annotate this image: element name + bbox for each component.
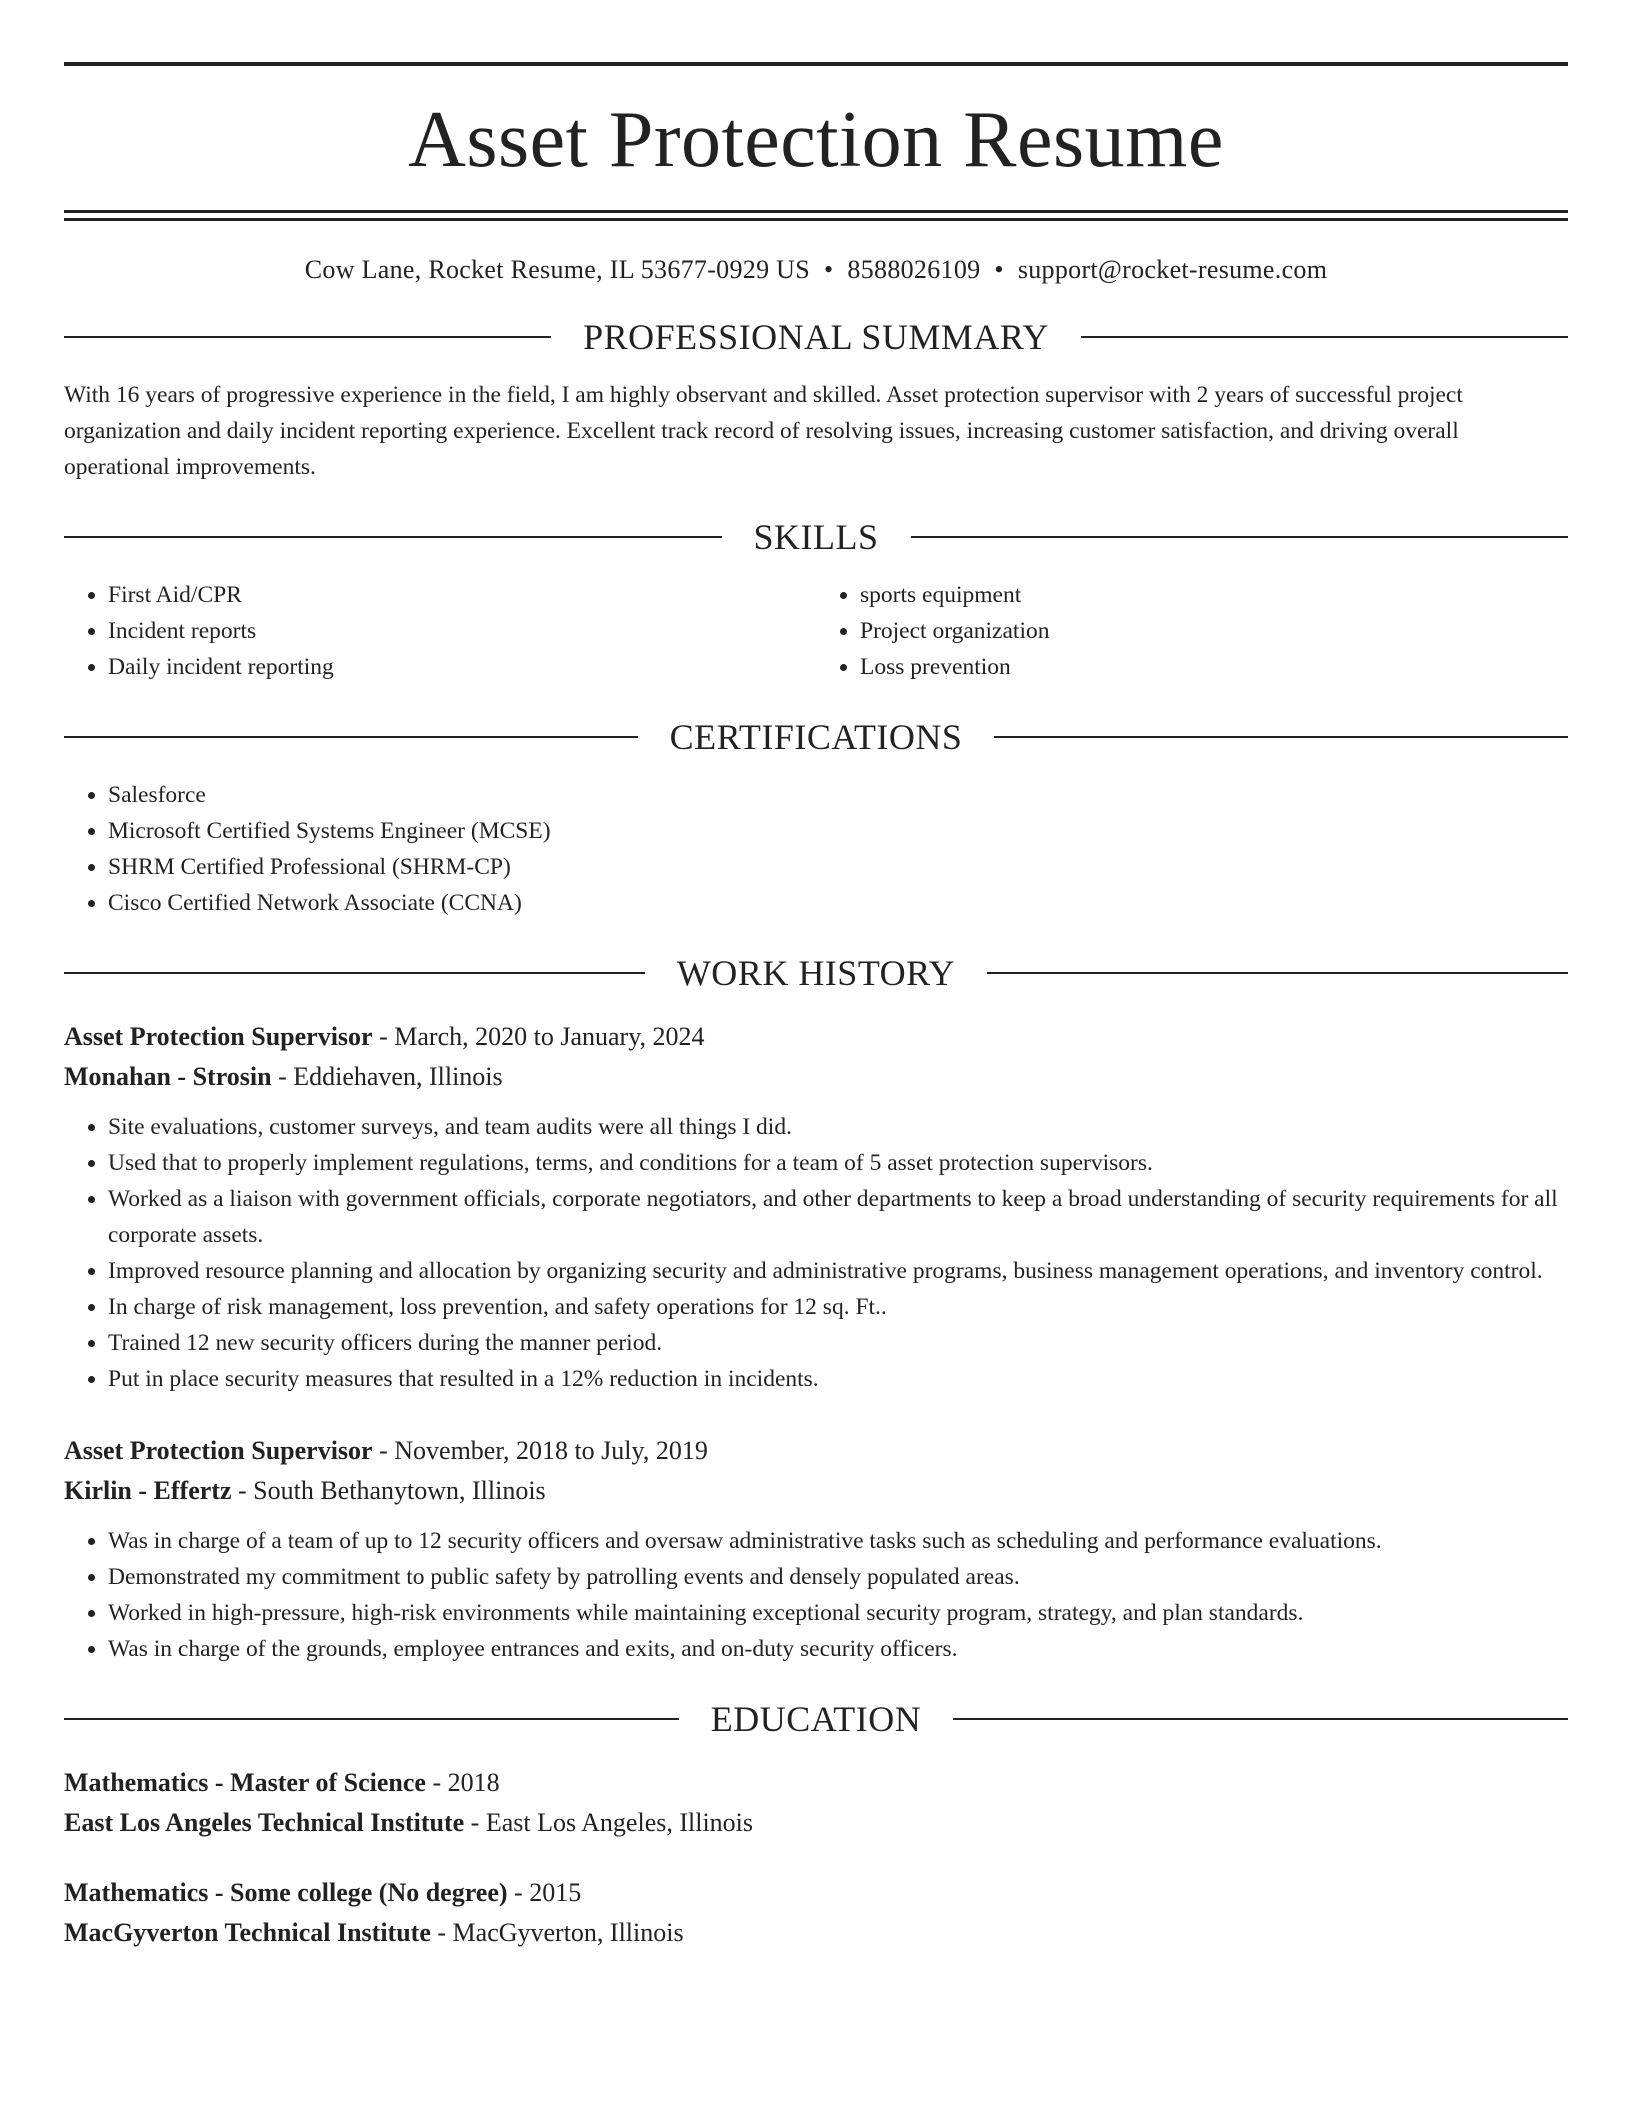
education-entry	[64, 1763, 1568, 1843]
section-title-summary: PROFESSIONAL SUMMARY	[583, 317, 1049, 357]
contact-phone: 8588026109	[847, 255, 981, 284]
certification-item: • Microsoft Certified Systems Engineer (MCSE)	[108, 813, 1568, 849]
skill-item: • Incident reports	[108, 613, 816, 649]
job-bullet: • Site evaluations, customer surveys, and team audits were all things I did.	[108, 1109, 1568, 1145]
certification-item: • SHRM Certified Professional (SHRM-CP)	[108, 849, 1568, 885]
job-bullets	[64, 1523, 1568, 1667]
job-company: Monahan - Strosin	[64, 1062, 272, 1091]
job-bullet: • Demonstrated my commitment to public safety by patrolling events and densely populated areas.	[108, 1559, 1568, 1595]
skills-list-right	[816, 577, 1568, 685]
job-title: Asset Protection Supervisor	[64, 1436, 373, 1465]
job-bullet: • Used that to properly implement regulations, terms, and conditions for a team of 5 asset protection supervisors.	[108, 1145, 1568, 1181]
education-year: - 2015	[507, 1878, 582, 1907]
education-degree-line	[64, 1873, 1568, 1913]
skill-item: • sports equipment	[860, 577, 1568, 613]
skill-item: • First Aid/CPR	[108, 577, 816, 613]
divider-line	[953, 1718, 1568, 1720]
job-bullet: • Trained 12 new security officers during the manner period.	[108, 1325, 1568, 1361]
section-header-education	[64, 1701, 1568, 1737]
divider-line	[64, 972, 645, 974]
education-school: East Los Angeles Technical Institute	[64, 1808, 465, 1837]
section-title-education: EDUCATION	[710, 1699, 922, 1739]
job-company-line	[64, 1057, 1568, 1097]
title-double-rule	[64, 210, 1568, 221]
education-location: - East Los Angeles, Illinois	[464, 1808, 754, 1837]
education-degree-line	[64, 1763, 1568, 1803]
job-bullet: • Put in place security measures that resulted in a 12% reduction in incidents.	[108, 1361, 1568, 1397]
section-header-skills	[64, 519, 1568, 555]
job-company: Kirlin - Effertz	[64, 1476, 232, 1505]
top-rule	[64, 62, 1568, 66]
section-title-certifications: CERTIFICATIONS	[669, 717, 963, 757]
certifications-list	[64, 777, 1568, 921]
section-header-summary	[64, 319, 1568, 355]
job-bullet: • Worked as a liaison with government officials, corporate negotiators, and other departments to keep a broad understanding of security requirements for all corporate assets.	[108, 1181, 1568, 1253]
job-bullet: • Was in charge of a team of up to 12 security officers and oversaw administrative tasks such as scheduling and performance evaluations.	[108, 1523, 1568, 1559]
education-entry	[64, 1873, 1568, 1953]
divider-line	[64, 536, 722, 538]
job-bullet: • Improved resource planning and allocation by organizing security and administrative programs, business management operations, and inventory control.	[108, 1253, 1568, 1289]
job-bullets	[64, 1109, 1568, 1397]
section-header-certifications	[64, 719, 1568, 755]
skill-item: • Daily incident reporting	[108, 649, 816, 685]
job-bullet: • Worked in high-pressure, high-risk environments while maintaining exceptional security program, strategy, and plan standards.	[108, 1595, 1568, 1631]
contact-address: Cow Lane, Rocket Resume, IL 53677-0929 US	[304, 255, 811, 284]
summary-text: With 16 years of progressive experience in the field, I am highly observant and skilled. Asset protection supervisor with 2 years of successful project organization and daily incident reporting experience. Excellent track record of resolving issues, increasing customer satisfaction, and driving overall operational improvements.	[64, 382, 1463, 480]
job-dates: - March, 2020 to January, 2024	[372, 1022, 705, 1051]
divider-line	[1081, 336, 1568, 338]
education-school: MacGyverton Technical Institute	[64, 1918, 431, 1947]
contact-separator: •	[994, 255, 1004, 284]
certification-item: • Salesforce	[108, 777, 1568, 813]
skills-columns	[64, 577, 1568, 685]
divider-line	[64, 336, 551, 338]
section-title-work: WORK HISTORY	[676, 953, 956, 993]
skills-list-left	[64, 577, 816, 685]
contact-separator: •	[824, 255, 834, 284]
education-school-line	[64, 1913, 1568, 1953]
divider-line	[64, 736, 638, 738]
education-degree: Mathematics - Master of Science	[64, 1768, 426, 1797]
contact-line	[64, 255, 1568, 285]
education-degree: Mathematics - Some college (No degree)	[64, 1878, 508, 1907]
job-location: - South Bethanytown, Illinois	[231, 1476, 546, 1505]
job-entry	[64, 1431, 1568, 1667]
job-title: Asset Protection Supervisor	[64, 1022, 373, 1051]
education-school-line	[64, 1803, 1568, 1843]
page-title: Asset Protection Resume	[408, 96, 1224, 184]
divider-line	[987, 972, 1568, 974]
job-bullet: • In charge of risk management, loss prevention, and safety operations for 12 sq. Ft..	[108, 1289, 1568, 1325]
job-dates: - November, 2018 to July, 2019	[372, 1436, 708, 1465]
divider-line	[64, 1718, 679, 1720]
divider-line	[911, 536, 1569, 538]
contact-email: support@rocket-resume.com	[1017, 255, 1328, 284]
job-company-line	[64, 1471, 1568, 1511]
section-header-work	[64, 955, 1568, 991]
job-bullet: • Was in charge of the grounds, employee entrances and exits, and on-duty security officers.	[108, 1631, 1568, 1667]
section-title-skills: SKILLS	[753, 517, 879, 557]
skill-item: • Project organization	[860, 613, 1568, 649]
divider-line	[994, 736, 1568, 738]
job-location: - Eddiehaven, Illinois	[271, 1062, 503, 1091]
education-year: - 2018	[425, 1768, 500, 1797]
skill-item: • Loss prevention	[860, 649, 1568, 685]
job-title-line	[64, 1017, 1568, 1057]
job-title-line	[64, 1431, 1568, 1471]
certification-item: • Cisco Certified Network Associate (CCNA)	[108, 885, 1568, 921]
job-entry	[64, 1017, 1568, 1397]
education-location: - MacGyverton, Illinois	[430, 1918, 684, 1947]
